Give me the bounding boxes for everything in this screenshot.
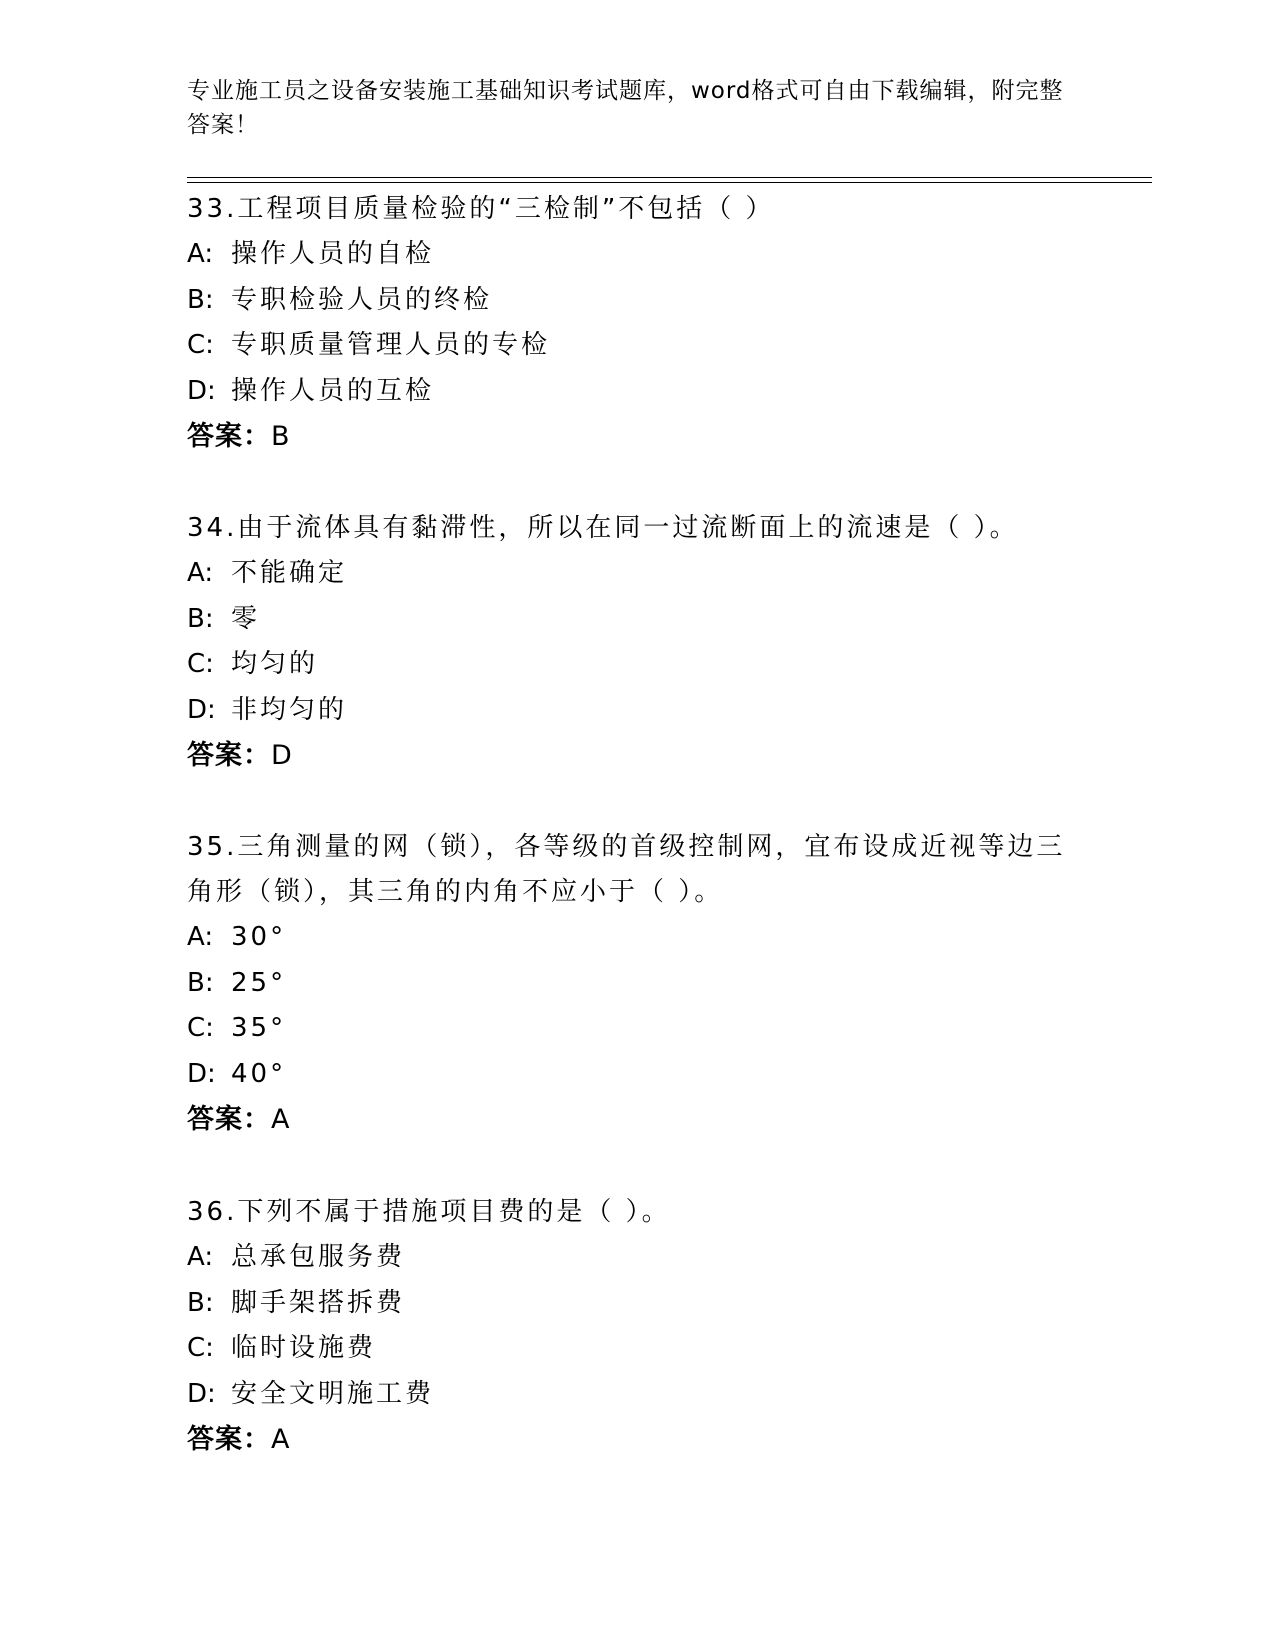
option-text: 均匀的 <box>231 649 319 679</box>
option-text: 25° <box>231 967 287 998</box>
question-stem: 36.下列不属于措施项目费的是（ ）。 <box>187 1197 671 1227</box>
option-text: 40° <box>231 1058 287 1089</box>
option-text: 不能确定 <box>231 558 348 588</box>
option-b <box>187 1281 1087 1327</box>
header-divider-top <box>187 177 1152 178</box>
option-text: 操作人员的互检 <box>231 375 435 406</box>
answer-line <box>187 1417 1087 1463</box>
option-letter: B: <box>187 967 214 998</box>
header-divider-bottom <box>187 182 1152 183</box>
option-c <box>187 323 1087 369</box>
option-letter: A: <box>187 239 214 269</box>
option-letter: A: <box>187 558 214 588</box>
option-b <box>187 961 1087 1007</box>
question-stem: 34.由于流体具有黏滞性，所以在同一过流断面上的流速是（ ）。 <box>187 513 1019 543</box>
answer-value: A <box>271 1424 290 1455</box>
document-header: 专业施工员之设备安装施工基础知识考试题库，word格式可自由下载编辑，附完整答案！ <box>187 78 1064 138</box>
question-35 <box>187 825 1087 1143</box>
option-text: 35° <box>231 1013 287 1043</box>
option-c <box>187 1326 1087 1372</box>
option-d <box>187 688 1087 734</box>
answer-label: 答案： <box>187 1424 271 1455</box>
question-33 <box>187 187 1087 460</box>
option-text: 总承包服务费 <box>231 1242 406 1272</box>
answer-line <box>187 414 1087 460</box>
question-34 <box>187 506 1087 779</box>
answer-value: D <box>271 740 292 771</box>
answer-line <box>187 733 1087 779</box>
option-letter: D: <box>187 1378 216 1409</box>
option-b <box>187 597 1087 643</box>
option-letter: C: <box>187 649 214 679</box>
option-letter: B: <box>187 1287 214 1318</box>
option-letter: B: <box>187 284 214 315</box>
option-letter: B: <box>187 603 214 634</box>
option-text: 临时设施费 <box>231 1333 377 1363</box>
question-36 <box>187 1190 1087 1463</box>
option-c <box>187 642 1087 688</box>
option-a <box>187 915 1087 961</box>
option-b <box>187 278 1087 324</box>
option-letter: C: <box>187 330 214 360</box>
option-d <box>187 369 1087 415</box>
option-text: 专职检验人员的终检 <box>231 284 493 315</box>
question-stem: 35.三角测量的网（锁），各等级的首级控制网，宜布设成近视等边三角形（锁），其三角的内角不应小于（ ）。 <box>187 832 1066 907</box>
option-text: 非均匀的 <box>231 694 348 725</box>
option-letter: A: <box>187 922 214 952</box>
option-letter: C: <box>187 1013 214 1043</box>
option-d <box>187 1372 1087 1418</box>
answer-label: 答案： <box>187 421 271 452</box>
option-text: 安全文明施工费 <box>231 1378 435 1409</box>
answer-value: B <box>271 421 290 452</box>
option-letter: D: <box>187 375 216 406</box>
option-a <box>187 1235 1087 1281</box>
option-text: 操作人员的自检 <box>231 239 435 269</box>
option-letter: D: <box>187 694 216 725</box>
option-text: 专职质量管理人员的专检 <box>231 330 551 360</box>
answer-label: 答案： <box>187 1104 271 1135</box>
option-c <box>187 1006 1087 1052</box>
answer-line <box>187 1097 1087 1143</box>
option-a <box>187 232 1087 278</box>
option-a <box>187 551 1087 597</box>
option-d <box>187 1052 1087 1098</box>
answer-value: A <box>271 1104 290 1135</box>
question-stem: 33.工程项目质量检验的“三检制”不包括（ ） <box>187 194 775 224</box>
answer-label: 答案： <box>187 740 271 771</box>
option-letter: A: <box>187 1242 214 1272</box>
option-text: 零 <box>231 603 261 634</box>
option-letter: D: <box>187 1058 216 1089</box>
option-text: 30° <box>231 922 287 952</box>
option-letter: C: <box>187 1333 214 1363</box>
option-text: 脚手架搭拆费 <box>231 1287 406 1318</box>
